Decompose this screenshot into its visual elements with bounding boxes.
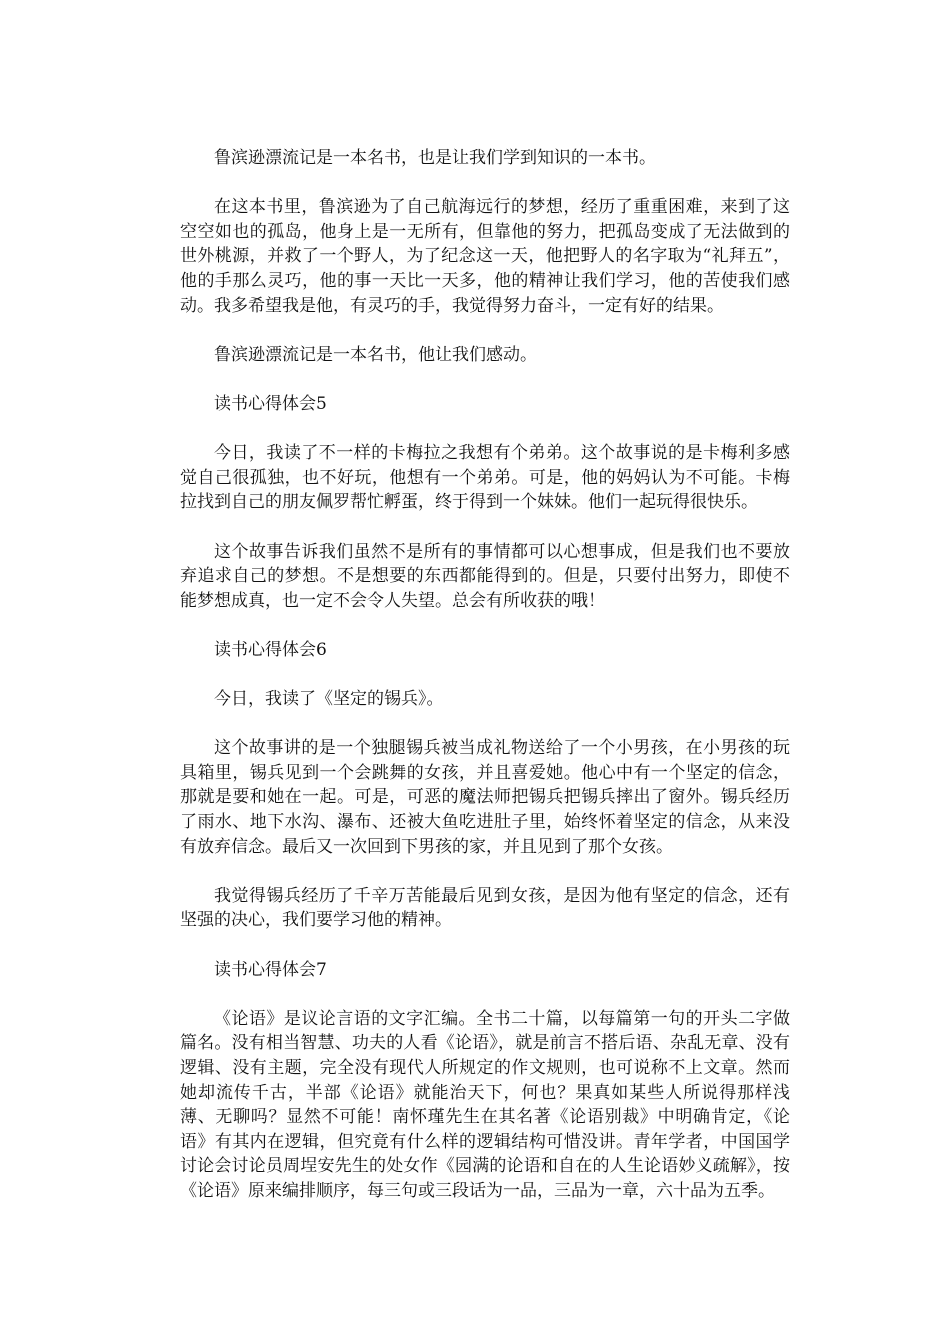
paragraph: 今日，我读了《坚定的锡兵》。 <box>214 689 444 710</box>
paragraph: 这个故事告诉我们虽然不是所有的事情都可以心想事成，但是我们也不要放弃追求自己的梦想。不是想要的东西都能得到的。但是，只要付出努力，即使不能梦想成真，也一定不会令人失望。总会有所收获的哦！ <box>180 541 790 611</box>
paragraph: 鲁滨逊漂流记是一本名书，他让我们感动。 <box>214 344 537 365</box>
paragraph: 鲁滨逊漂流记是一本名书，也是让我们学到知识的一本书。 <box>214 148 656 168</box>
paragraph: 今日，我读了不一样的卡梅拉之我想有个弟弟。这个故事说的是卡梅利多感觉自己很孤独，也不好玩，他想有一个弟弟。可是，他的妈妈认为不可能。卡梅拉找到自己的朋友佩罗帮忙孵蛋，终于得到一个妹妹。他们一起玩得很快乐。 <box>180 443 790 513</box>
paragraph: 我觉得锡兵经历了千辛万苦能最后见到女孩，是因为他有坚定的信念，还有坚强的决心，我们要学习他的精神。 <box>180 885 790 931</box>
paragraph: 在这本书里，鲁滨逊为了自己航海远行的梦想，经历了重重困难，来到了这空空如也的孤岛，他身上是一无所有，但靠他的努力，把孤岛变成了无法做到的世外桃源，并救了一个野人，为了纪念这一天，他把野人的名字取为“礼拜五”，他的手那么灵巧，他的事一天比一天多，他的精神让我们学习，他的苦使我们感动。我多希望我是他，有灵巧的手，我觉得努力奋斗，一定有好的结果。 <box>180 197 790 316</box>
section-heading: 读书心得体会6 <box>214 639 327 660</box>
section-heading: 读书心得体会7 <box>214 959 327 980</box>
paragraph: 这个故事讲的是一个独腿锡兵被当成礼物送给了一个小男孩，在小男孩的玩具箱里，锡兵见到一个会跳舞的女孩，并且喜爱她。他心中有一个坚定的信念，那就是要和她在一起。可是，可恶的魔法师把锡兵把锡兵摔出了窗外。锡兵经历了雨水、地下水沟、瀑布、还被大鱼吃进肚子里，始终怀着坚定的信念，从来没有放弃信念。最后又一次回到下男孩的家，并且见到了那个女孩。 <box>180 738 790 857</box>
paragraph: 《论语》是议论言语的文字汇编。全书二十篇，以每篇第一句的开头二字做篇名。没有相当智慧、功夫的人看《论语》，就是前言不搭后语、杂乱无章、没有逻辑、没有主题，完全没有现代人所规定的作文规则，也可说称不上文章。然而她却流传千古，半部《论语》就能治天下，何也？果真如某些人所说得那样浅薄、无聊吗？显然不可能！南怀瑾先生在其名著《论语别裁》中明确肯定，《论语》有其内在逻辑，但究竟有什么样的逻辑结构可惜没讲。青年学者，中国国学讨论会讨论员周埕安先生的处女作《园满的论语和自在的人生论语妙义疏解》，按《论语》原来编排顺序，每三句或三段话为一品，三品为一章，六十品为五季。 <box>180 1008 790 1201</box>
document-body <box>180 146 790 1228</box>
section-heading: 读书心得体会5 <box>214 393 327 414</box>
